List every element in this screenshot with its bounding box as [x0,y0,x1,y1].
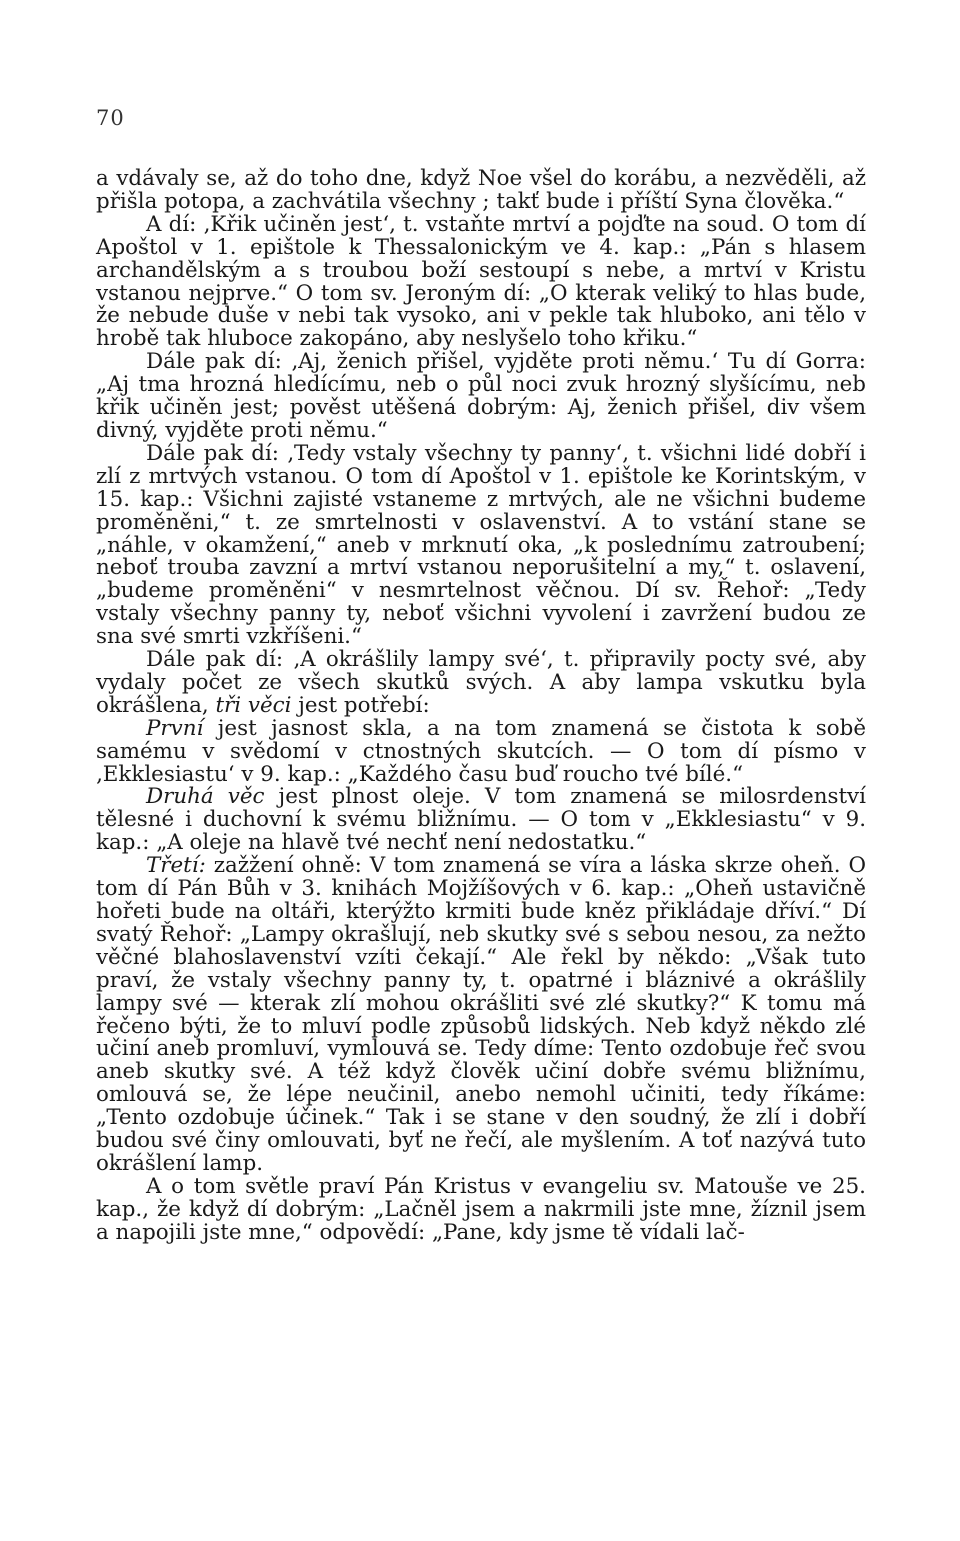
paragraph [96,168,866,214]
paragraph [96,786,866,855]
text-run: A o tom světle praví Pán Kristus v evangeliu sv. Matouše ve 25. kap., že když dí dobrým: „Lačněl jsem a nakrmili jste mne, žíznil jsem a napojili jste mne,“ odpovědí: „Pane, kdy jsme tě vídali lač- [96,1173,866,1245]
text-run: jest plnost oleje. V tom znamená se milosrdenství tělesné i duchovní k svému bližnímu. — O tom v „Ekklesiastu“ v 9. kap.: „A oleje na hlavě tvé nechť není nedostatku.“ [96,784,866,856]
italic-text: tři věci [215,692,292,718]
body-text [96,168,866,1245]
text-run: Dále pak dí: ‚Aj, ženich přišel, vyjděte proti němu.‘ Tu dí Gorra: „Aj tma hrozná hledícímu, neb o půl noci zvuk hrozný slyšícímu, neb křik učiněn jest; pověst utěšená dobrým: Aj, ženich přišel, div všem divný, vyjděte proti němu.“ [96,349,866,443]
text-run: jest jasnost skla, a na tom znamená se čistota k sobě samému v svědomí v ctnostných skutcích. — O tom dí písmo v ‚Ekklesiastu‘ v 9. kap.: „Každého času buď roucho tvé bílé.“ [96,715,866,787]
paragraph [96,351,866,443]
text-run: A dí: ‚Křik učiněn jest‘, t. vstaňte mrtví a pojďte na soud. O tom dí Apoštol v 1. epištole k Thessalonickým ve 4. kap.: „Pán s hlasem archandělským a s troubou boží sestoupí s nebe, a mrtví v Kristu vstanou nejprve.“ O tom sv. Jeroným dí: „O kterak veliký to hlas bude, že nebude duše v nebi tak vysoko, ani v pekle tak hluboko, ani tělo v hrobě tak hluboce zakopáno, aby neslyšelo toho křiku.“ [96,211,866,352]
italic-text: Třetí: [146,853,206,879]
paragraph [96,211,866,352]
text-run: Dále pak dí: ‚Tedy vstaly všechny ty panny‘, t. všichni lidé dobří i zlí z mrtvých vstanou. O tom dí Apoštol v 1. epištole ke Korintským, v 15. kap.: Všichni zajisté vstaneme z mrtvých, ale ne všichni budeme proměněni,“ t. ze smrtelnosti v oslavenství. A to vstání stane se „náhle, v okamžení,“ aneb v mrknutí oka, „k poslednímu zatroubení; neboť trouba zavzní a mrtví vstanou neporušitelní a my,“ t. oslavení, „budeme proměněni“ v nesmrtelnost věčnou. Dí sv. Řehoř: „Tedy vstaly všechny panny ty, neboť všichni vyvolení i zavržení budou ze sna své smrti vzkříšeni.“ [96,440,866,650]
text-run: jest potřebí: [291,692,430,718]
italic-text: Druhá věc [146,784,265,810]
page-number: 70 [96,106,125,130]
text-run: zažžení ohně: V tom znamená se víra a láska skrze oheň. O tom dí Pán Bůh v 3. knihách Mojžíšových v 6. kap.: „Oheň ustavičně hořeti bude na oltáři, kterýžto krmiti bude kněz přikládaje dříví.“ Dí svatý Řehoř: „Lampy okrašlují, neb skutky své s sebou nesou, za nežto věčné blahoslavenství vzíti čekají.“ Ale řekl by někdo: „Však tuto praví, že vstaly všechny panny ty, t. opatrné i bláznivé a okrášlily lampy své — kterak zlí mohou okrášliti své zlé skutky?“ K tomu má řečeno býti, že to mluví podle způsobů lidských. Neb když někdo zlé učiní aneb promluví, vymlouvá se. Tedy díme: Tento ozdobuje řeč svou aneb skutky své. A též když člověk učiní dobře svému bližnímu, omlouvá se, že lépe neučinil, anebo nemohl učiniti, tedy říkáme: „Tento ozdobuje účinek.“ Tak i se stane v den soudný, že zlí i dobří budou své činy omlouvati, byť ne řečí, ale myšlením. A toť nazývá tuto okrášlení lamp. [96,853,866,1176]
paragraph [96,649,866,718]
paragraph [96,715,866,787]
paragraph [96,855,866,1176]
text-run: a vdávaly se, až do toho dne, když Noe všel do korábu, a nezvěděli, až přišla potopa, a zachvátila všechny ; takť bude i příští Syna člověka.“ [96,166,866,214]
italic-text: První [146,715,204,741]
paragraph [96,440,866,650]
text-run: Dále pak dí: ‚A okrášlily lampy své‘, t. připravily pocty své, aby vydaly počet ze všech skutků svých. A aby lampa vskutku byla okrášlena, [96,647,866,718]
paragraph [96,1173,866,1245]
